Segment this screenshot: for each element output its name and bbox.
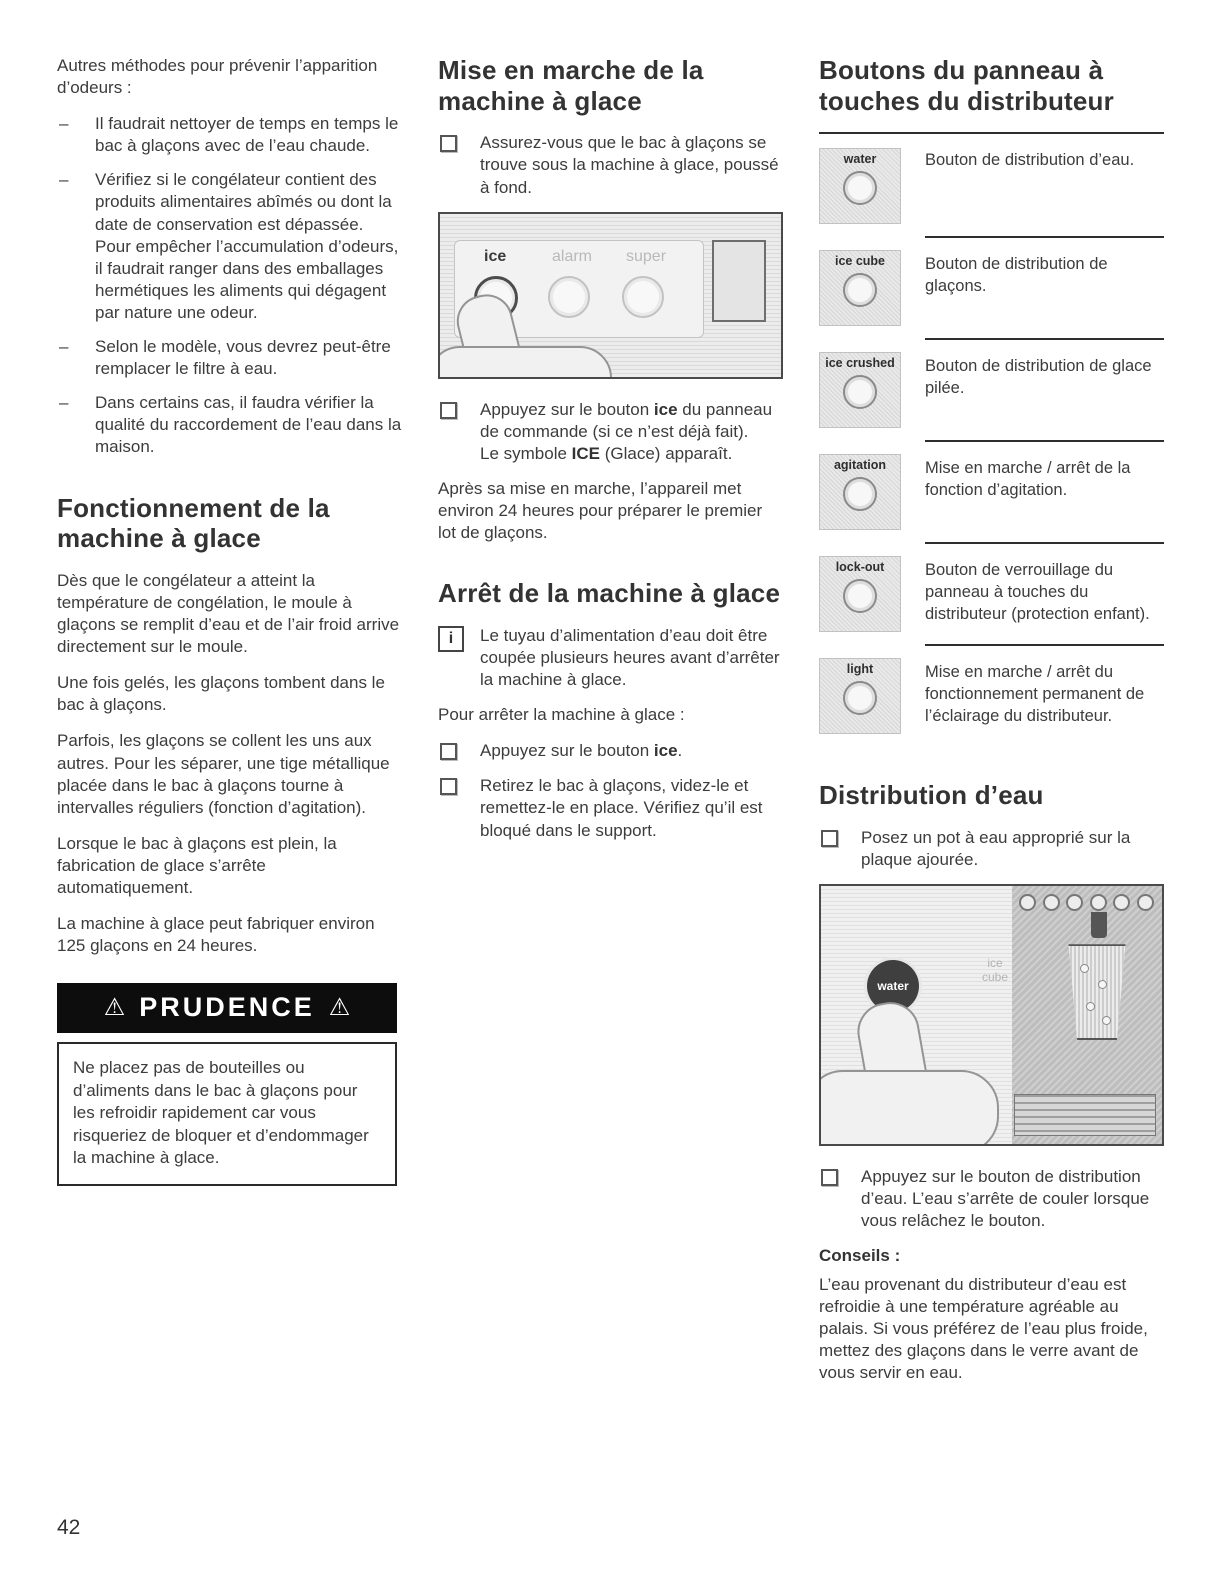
dash-bullet: – — [59, 337, 69, 357]
vent-hole — [1066, 894, 1083, 911]
button-circle — [843, 681, 877, 715]
info-text: Le tuyau d’alimentation d’eau doit être coupée plusieurs heures avant d’arrêter la machine à glace. — [480, 625, 780, 690]
hand-illustration — [438, 346, 612, 379]
list-item — [57, 336, 402, 380]
button-circle — [843, 477, 877, 511]
dispenser-vent-holes — [1019, 894, 1154, 911]
paragraph: Parfois, les glaçons se collent les uns aux autres. Pour les séparer, une tige métallique placée dans le bac à glaçons tourne à intervalles réguliers (fonction d’agitation). — [57, 731, 390, 817]
table-row — [819, 236, 1164, 338]
step-item — [438, 399, 783, 465]
ice-dot — [1098, 980, 1107, 989]
paragraph: La machine à glace peut fabriquer environ 125 glaçons en 24 heures. — [57, 914, 375, 956]
checkbox-bullet-icon — [440, 778, 457, 795]
ice-crushed-button-icon: ice crushed — [819, 352, 901, 428]
list-item-text: Vérifiez si le congélateur contient des produits alimentaires abîmés ou dont la date de conservation est dépassée. Pour empêcher l’accumulation d’odeurs, il faudrait ranger dans des emballages hermétiques les aliments qui dégagent par nature une odeur. — [95, 170, 399, 322]
step-text-line2: Le symbole ICE (Glace) apparaît. — [480, 443, 733, 463]
caution-header — [57, 983, 397, 1033]
warning-icon: ⚠ — [103, 994, 126, 1022]
water-spout — [1091, 912, 1107, 938]
drip-tray-grate — [1014, 1094, 1156, 1136]
alarm-button-label: alarm — [552, 247, 593, 265]
button-description: Bouton de distribution de glaçons. — [925, 236, 1164, 338]
button-description: Bouton de distribution d’eau. — [925, 151, 1135, 170]
vent-hole — [1137, 894, 1154, 911]
button-description: Bouton de verrouillage du panneau à touches du distributeur (protection enfant). — [925, 542, 1164, 644]
checkbox-bullet-icon — [440, 402, 457, 419]
hand-illustration — [819, 1070, 999, 1146]
paragraph: Dès que le congélateur a atteint la température de congélation, le moule à glaçons se remplit d’eau et de l’air froid arrive directement sur le moule. — [57, 570, 400, 657]
super-button-circle — [622, 276, 664, 318]
water-button-icon: water — [819, 148, 901, 224]
ice-cube-button-icon: ice cube — [819, 250, 901, 326]
water-dispense-button: water — [867, 960, 919, 1012]
step-text: Appuyez sur le bouton ice. — [480, 741, 683, 761]
light-button-icon: light — [819, 658, 901, 734]
page-number: 42 — [57, 1516, 81, 1539]
section-heading-stop-ice-machine: Arrêt de la machine à glace — [438, 578, 781, 609]
button-circle — [843, 579, 877, 613]
water-dispenser-photo — [819, 884, 1164, 1146]
tips-title: Conseils : — [819, 1246, 901, 1266]
dash-bullet: – — [59, 393, 69, 413]
panel-display-window — [712, 240, 766, 322]
button-circle — [843, 375, 877, 409]
paragraph: Lorsque le bac à glaçons est plein, la fabrication de glace s’arrête automatiquement. — [57, 833, 337, 897]
step-text: Appuyez sur le bouton ice du panneau de commande (si ce n’est déjà fait). — [480, 399, 773, 441]
vent-hole — [1113, 894, 1130, 911]
checkbox-bullet-icon — [440, 135, 457, 152]
step-item — [819, 1166, 1164, 1232]
button-description: Bouton de distribution de glace pilée. — [925, 338, 1164, 440]
section-heading-ice-machine-operation: Fonctionnement de la machine à glace — [57, 492, 330, 554]
step-item — [819, 827, 1164, 871]
middle-column — [438, 55, 783, 1398]
step-text: Appuyez sur le bouton de distribution d’eau. L’eau s’arrête de couler lorsque vous relâchez le bouton. — [861, 1167, 1150, 1231]
list-item — [57, 113, 402, 157]
caution-box — [57, 983, 397, 1186]
step-item — [438, 740, 783, 762]
table-row — [819, 134, 1164, 236]
list-item-text: Dans certains cas, il faudra vérifier la qualité du raccordement de l’eau dans la maison. — [95, 393, 402, 457]
caution-title: PRUDENCE — [139, 992, 315, 1023]
ice-button-label: ice — [484, 247, 507, 265]
ice-dot — [1102, 1016, 1111, 1025]
step-item — [438, 775, 783, 841]
section-heading-dispenser-buttons: Boutons du panneau à touches du distributeur — [819, 55, 1114, 116]
dash-bullet: – — [59, 170, 69, 190]
left-column — [57, 55, 402, 1398]
odor-intro-text: Autres méthodes pour prévenir l’apparition d’odeurs : — [57, 56, 378, 98]
paragraph: Après sa mise en marche, l’appareil met environ 24 heures pour préparer le premier lot de glaçons. — [438, 478, 763, 543]
step-text: Assurez-vous que le bac à glaçons se trouve sous la machine à glace, poussé à fond. — [480, 133, 779, 197]
list-item-text: Selon le modèle, vous devrez peut-être remplacer le filtre à eau. — [95, 337, 391, 379]
right-column — [819, 55, 1164, 1398]
vent-hole — [1090, 894, 1107, 911]
section-heading-start-ice-machine: Mise en marche de la machine à glace — [438, 55, 704, 116]
table-row — [819, 440, 1164, 542]
checkbox-bullet-icon — [440, 743, 457, 760]
list-item-text: Il faudrait nettoyer de temps en temps le bac à glaçons avec de l’eau chaude. — [95, 114, 399, 156]
table-row — [819, 542, 1164, 644]
button-circle — [843, 171, 877, 205]
control-panel-photo — [438, 212, 783, 379]
ice-dot — [1080, 964, 1089, 973]
ice-cube-faint-label: ice cube — [981, 956, 1009, 985]
caution-body: Ne placez pas de bouteilles ou d’aliments dans le bac à glaçons pour les refroidir rapidement car vous risqueriez de bloquer et d’endommager la machine à glace. — [57, 1042, 397, 1186]
table-row — [819, 644, 1164, 746]
warning-icon: ⚠ — [328, 994, 351, 1022]
button-description: Mise en marche / arrêt du fonctionnement permanent de l’éclairage du distributeur. — [925, 644, 1164, 746]
paragraph: Une fois gelés, les glaçons tombent dans le bac à glaçons. — [57, 673, 385, 715]
dispenser-buttons-table — [819, 132, 1164, 746]
button-circle — [843, 273, 877, 307]
section-heading-water-dispensing: Distribution d’eau — [819, 780, 1044, 811]
agitation-button-icon: agitation — [819, 454, 901, 530]
alarm-button-circle — [548, 276, 590, 318]
step-text: Posez un pot à eau approprié sur la plaque ajourée. — [861, 828, 1131, 870]
checkbox-bullet-icon — [821, 830, 838, 847]
vent-hole — [1043, 894, 1060, 911]
button-description: Mise en marche / arrêt de la fonction d’agitation. — [925, 440, 1164, 542]
lock-out-button-icon: lock-out — [819, 556, 901, 632]
paragraph: Pour arrêter la machine à glace : — [438, 705, 685, 725]
step-text: Retirez le bac à glaçons, videz-le et remettez-le en place. Vérifiez qu’il est bloqué dans le support. — [480, 776, 763, 840]
list-item — [57, 392, 402, 458]
tips-body: L’eau provenant du distributeur d’eau est refroidie à une température agréable au palais. Si vous préférez de l’eau plus froide, mettez des glaçons dans le verre avant de vous servir en eau. — [819, 1274, 1148, 1382]
vent-hole — [1019, 894, 1036, 911]
list-item — [57, 169, 402, 324]
super-button-label: super — [626, 247, 667, 265]
step-item — [438, 132, 783, 198]
ice-dot — [1086, 1002, 1095, 1011]
info-icon: i — [438, 626, 464, 652]
table-row — [819, 338, 1164, 440]
checkbox-bullet-icon — [821, 1169, 838, 1186]
info-note — [438, 625, 783, 691]
dash-bullet: – — [59, 114, 69, 134]
